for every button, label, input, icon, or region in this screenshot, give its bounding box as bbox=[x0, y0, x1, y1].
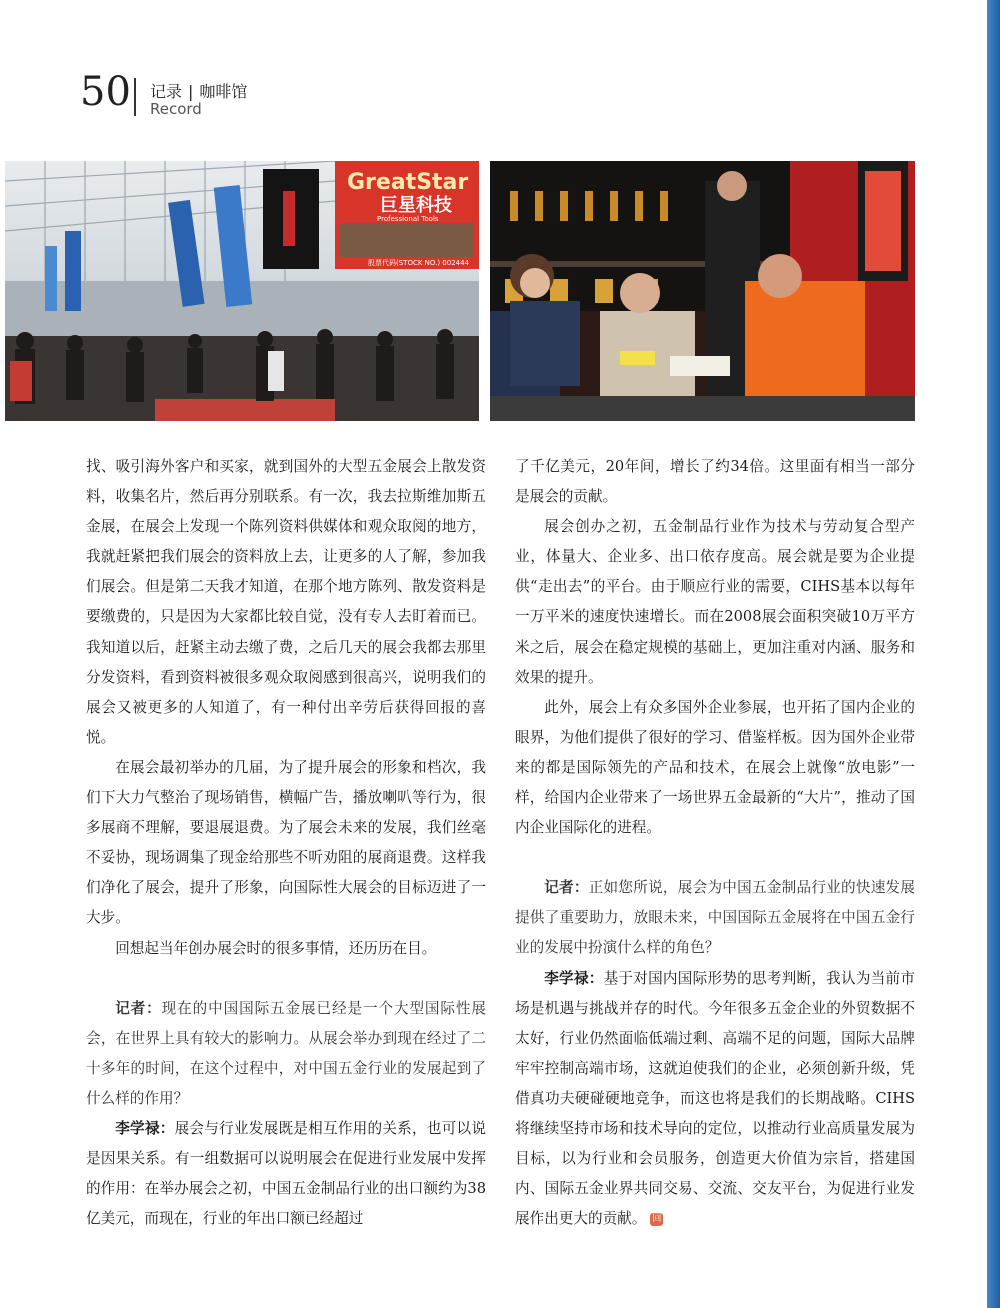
answer-text: 基于对国内国际形势的思考判断，我认为当前市场是机遇与挑战并存的时代。今年很多五金企业的外贸数据不太好，行业仍然面临低端过剩、高端不足的问题，国际大品牌牢牢控制高端市场，这就迫使我们的企业，必须创新升级，凭借真功夫硬碰硬地竞争，而这也将是我们的长期战略。CIHS将继续坚持市场和技术导向的定位，以推动行业高质量发展为目标，以为行业和会员服务，创造更大价值为宗旨，搭建国内、国际五金业界共同交易、交流、交友平台，为促进行业发展作出更大的贡献。 bbox=[515, 969, 915, 1228]
section-cn: 记录 bbox=[150, 82, 183, 101]
photo-exhibition-hall bbox=[5, 161, 479, 421]
exhibition-hall-illustration bbox=[5, 161, 479, 421]
paragraph: 回想起当年创办展会时的很多事情，还历历在目。 bbox=[115, 939, 437, 957]
paragraph: 找、吸引海外客户和买家，就到国外的大型五金展会上散发资料，收集名片，然后再分别联系。有一次，我去拉斯维加斯五金展，在展会上发现一个陈列资料供媒体和观众取阅的地方，我就赶紧把我们展会的资料放上去，让更多的人了解，参加我们展会。但是第二天我才知道，在那个地方陈列、散发资料是要缴费的，只是因为大家都比较自觉，没有专人去盯着而已。我知道以后，赶紧主动去缴了费，之后几天的展会我都去那里分发资料，看到资料被很多观众取阅感到很高兴，说明我们的展会又被更多的人知道了，有一种付出辛劳后获得回报的喜悦。 bbox=[86, 458, 486, 746]
interview-question bbox=[515, 873, 915, 963]
article-end-mark: 回 bbox=[652, 1213, 662, 1224]
interview-answer bbox=[515, 964, 915, 1235]
question-text: 现在的中国国际五金展已经是一个大型国际性展会，在世界上具有较大的影响力。从展会举办到现在经过了二十多年的时间，在这个过程中，对中国五金行业的发展起到了什么样的作用？ bbox=[86, 999, 486, 1107]
article-column-right bbox=[515, 452, 915, 1234]
paragraph: 在展会最初举办的几届，为了提升展会的形象和档次，我们下大力气整治了现场销售，横幅广告，播放喇叭等行为，很多展商不理解，要退展退费。为了展会未来的发展，我们丝毫不妥协，现场调集了现金给那些不听劝阻的展商退费。这样我们净化了展会，提升了形象，向国际性大展会的目标迈进了一大步。 bbox=[86, 758, 486, 927]
question-label: 记者： bbox=[544, 879, 589, 897]
subsection-cn: 咖啡馆 bbox=[199, 82, 248, 101]
booth-meeting-illustration bbox=[490, 161, 915, 421]
article-column-left bbox=[86, 452, 486, 1234]
answer-label: 李学禄： bbox=[544, 969, 604, 987]
photo-booth-meeting bbox=[490, 161, 915, 421]
answer-text: 展会与行业发展既是相互作用的关系，也可以说是因果关系。有一组数据可以说明展会在促进行业发展中发挥的作用：在举办展会之初，中国五金制品行业的出口额约为38亿美元，而现在，行业的年出口额已经超过 bbox=[86, 1119, 486, 1228]
booth-stock-code: 股票代码(STOCK NO.) 002444 bbox=[368, 259, 470, 267]
header-divider bbox=[134, 78, 136, 116]
page-number: 50 bbox=[80, 69, 131, 115]
paragraph: 了千亿美元，20年间，增长了约34倍。这里面有相当一部分是展会的贡献。 bbox=[515, 458, 915, 506]
question-text: 正如您所说，展会为中国五金制品行业的快速发展提供了重要助力，放眼未来，中国国际五金展将在中国五金行业的发展中扮演什么样的角色？ bbox=[515, 879, 915, 957]
booth-tagline: Professional Tools bbox=[377, 215, 439, 223]
answer-label: 李学禄： bbox=[115, 1119, 175, 1137]
page-edge-bar bbox=[987, 0, 1000, 1308]
paragraph: 展会创办之初，五金制品行业作为技术与劳动复合型产业，体量大、企业多、出口依存度高。展会就是要为企业提供“走出去”的平台。由于顺应行业的需要，CIHS基本以每年一万平米的速度快速增长。而在2008展会面积突破10万平方米之后，展会在稳定规模的基础上，更加注重对内涵、服务和效果的提升。 bbox=[515, 518, 915, 686]
section-separator: | bbox=[188, 82, 194, 101]
question-label: 记者： bbox=[115, 999, 162, 1017]
section-en: Record bbox=[150, 100, 202, 118]
booth-brand: GreatStar bbox=[347, 170, 469, 195]
interview-question bbox=[86, 994, 486, 1114]
booth-name-cn: 巨星科技 bbox=[380, 195, 452, 216]
interview-answer bbox=[86, 1114, 486, 1234]
paragraph: 此外，展会上有众多国外企业参展，也开拓了国内企业的眼界，为他们提供了很好的学习、借鉴样板。因为国外企业带来的都是国际领先的产品和技术，在展会上就像“放电影”一样，给国内企业带来了一场世界五金最新的“大片”，推动了国内企业国际化的进程。 bbox=[515, 698, 915, 837]
section-title bbox=[150, 79, 247, 102]
